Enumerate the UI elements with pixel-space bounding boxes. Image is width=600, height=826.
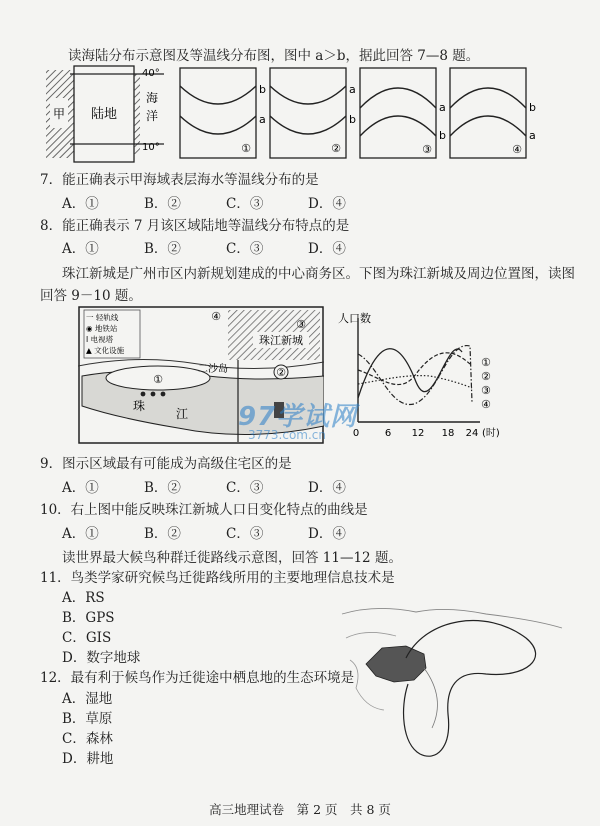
panel-1-top-label: b [259,83,266,96]
isotherm-panel-3 [360,68,446,158]
zone-1-label: ① [153,373,163,386]
panel-3-top-label: a [439,101,446,114]
sea-jia-label: 甲 [52,107,66,121]
river-label-1: 珠 [133,399,146,413]
q7-option-a[interactable]: A．① [62,196,99,212]
q11-option-a[interactable]: A．RS [62,590,105,606]
legend-tv-tower: I 电视塔 [86,335,114,344]
q12-option-b[interactable]: B．草原 [62,711,113,727]
q10-option-c[interactable]: C．③ [226,526,264,542]
land-label: 陆地 [90,107,118,122]
ocean-label-2: 洋 [146,109,159,123]
page-footer: 高三地理试卷 第 2 页 共 8 页 [209,802,391,817]
panel-4-top-label: b [529,101,536,114]
migration-map [336,598,566,766]
question-7-options [62,192,390,212]
q8-option-a[interactable]: A．① [62,241,99,257]
q8-option-d[interactable]: D．④ [308,241,346,257]
lat-10-label: 10° [142,142,160,153]
q11-option-c[interactable]: C．GIS [62,630,112,646]
question-8-options [62,237,390,257]
q7-option-d[interactable]: D．④ [308,196,346,212]
lat-40-label: 40° [142,68,160,79]
question-11-stem: 11．鸟类学家研究候鸟迁徙路线所用的主要地理信息技术是 [40,570,395,586]
isotherm-figure [40,64,560,164]
q12-option-c[interactable]: C．森林 [62,731,113,747]
migration-route [404,621,536,757]
q9-option-b[interactable]: B．② [144,480,181,496]
q8-option-b[interactable]: B．② [144,241,181,257]
population-chart [330,310,520,446]
river-label-2: 江 [176,407,189,421]
panel-3-number: ③ [422,143,432,156]
x-unit-label: (时) [482,428,500,439]
curve-3-label: ③ [481,384,491,397]
zone-2-label: ② [276,366,286,379]
china-region [366,646,426,682]
question-9-stem: 9．图示区域最有可能成为高级住宅区的是 [40,456,292,472]
q12-option-d[interactable]: D．耕地 [62,751,114,767]
legend-metro: ◉ 地铁站 [86,324,118,333]
q9-option-d[interactable]: D．④ [308,480,346,496]
q11-option-d[interactable]: D．数字地球 [62,650,141,666]
intro-9-10-line1: 珠江新城是广州市区内新规划建成的中心商务区。下图为珠江新城及周边位置图，读图 [62,266,575,282]
land-sea-map [46,66,164,162]
question-9-options [62,476,390,496]
x-tick-24: 24 [465,428,479,439]
question-10-options [62,522,390,542]
q10-option-b[interactable]: B．② [144,526,181,542]
panel-4-bottom-label: a [529,129,536,142]
intro-7-8: 读海陆分布示意图及等温线分布图，图中 a＞b，据此回答 7—8 题。 [68,48,480,64]
q7-option-b[interactable]: B．② [144,196,181,212]
isotherm-panel-1 [180,68,266,158]
panel-1-number: ① [241,142,251,155]
x-tick-0: 0 [352,428,360,439]
x-tick-12: 12 [411,428,425,439]
curve-1 [358,349,462,398]
ocean-label-1: 海 [146,91,159,105]
panel-1-bottom-label: a [259,113,266,126]
question-12-stem: 12．最有利于候鸟作为迁徙途中栖息地的生态环境是 [40,670,355,686]
question-8-stem: 8．能正确表示 7 月该区域陆地等温线分布特点的是 [40,218,350,234]
q10-option-a[interactable]: A．① [62,526,99,542]
intro-11-12: 读世界最大候鸟种群迁徙路线示意图，回答 11—12 题。 [62,550,402,566]
legend-rail: 一 轻轨线 [86,313,119,322]
chart-ylabel: 人口数 [338,312,371,325]
q10-option-d[interactable]: D．④ [308,526,346,542]
legend-culture: ▲ 文化设施 [86,346,125,355]
q11-option-b[interactable]: B．GPS [62,610,115,626]
curve-2 [358,353,470,385]
watermark-url: 3773.com.cn [248,428,326,442]
isotherm-panel-2 [270,68,356,158]
q8-option-c[interactable]: C．③ [226,241,264,257]
isotherm-panel-4 [450,68,536,158]
question-10-stem: 10．右上图中能反映珠江新城人口日变化特点的曲线是 [40,502,368,518]
x-tick-18: 18 [441,428,455,439]
zone-3-label: ③ [296,318,306,331]
curve-1-label: ① [481,356,491,369]
panel-2-top-label: a [349,83,356,96]
watermark-brand: 97学试网 [238,402,358,432]
island-label: 二沙岛 [198,364,228,375]
panel-2-bottom-label: b [349,113,356,126]
curve-2-label: ② [481,370,491,383]
q12-option-a[interactable]: A．湿地 [62,691,113,707]
panel-2-number: ② [331,142,341,155]
zone-4-label: ④ [211,310,221,323]
x-tick-6: 6 [384,428,392,439]
panel-4-number: ④ [512,143,522,156]
city-label: 珠江新城 [259,334,303,347]
curve-4-label: ④ [481,398,491,411]
question-7-stem: 7．能正确表示甲海域表层海水等温线分布的是 [40,172,319,188]
q9-option-c[interactable]: C．③ [226,480,264,496]
q7-option-c[interactable]: C．③ [226,196,264,212]
panel-3-bottom-label: b [439,129,446,142]
intro-9-10-line2: 回答 9－10 题。 [40,288,142,304]
q9-option-a[interactable]: A．① [62,480,99,496]
